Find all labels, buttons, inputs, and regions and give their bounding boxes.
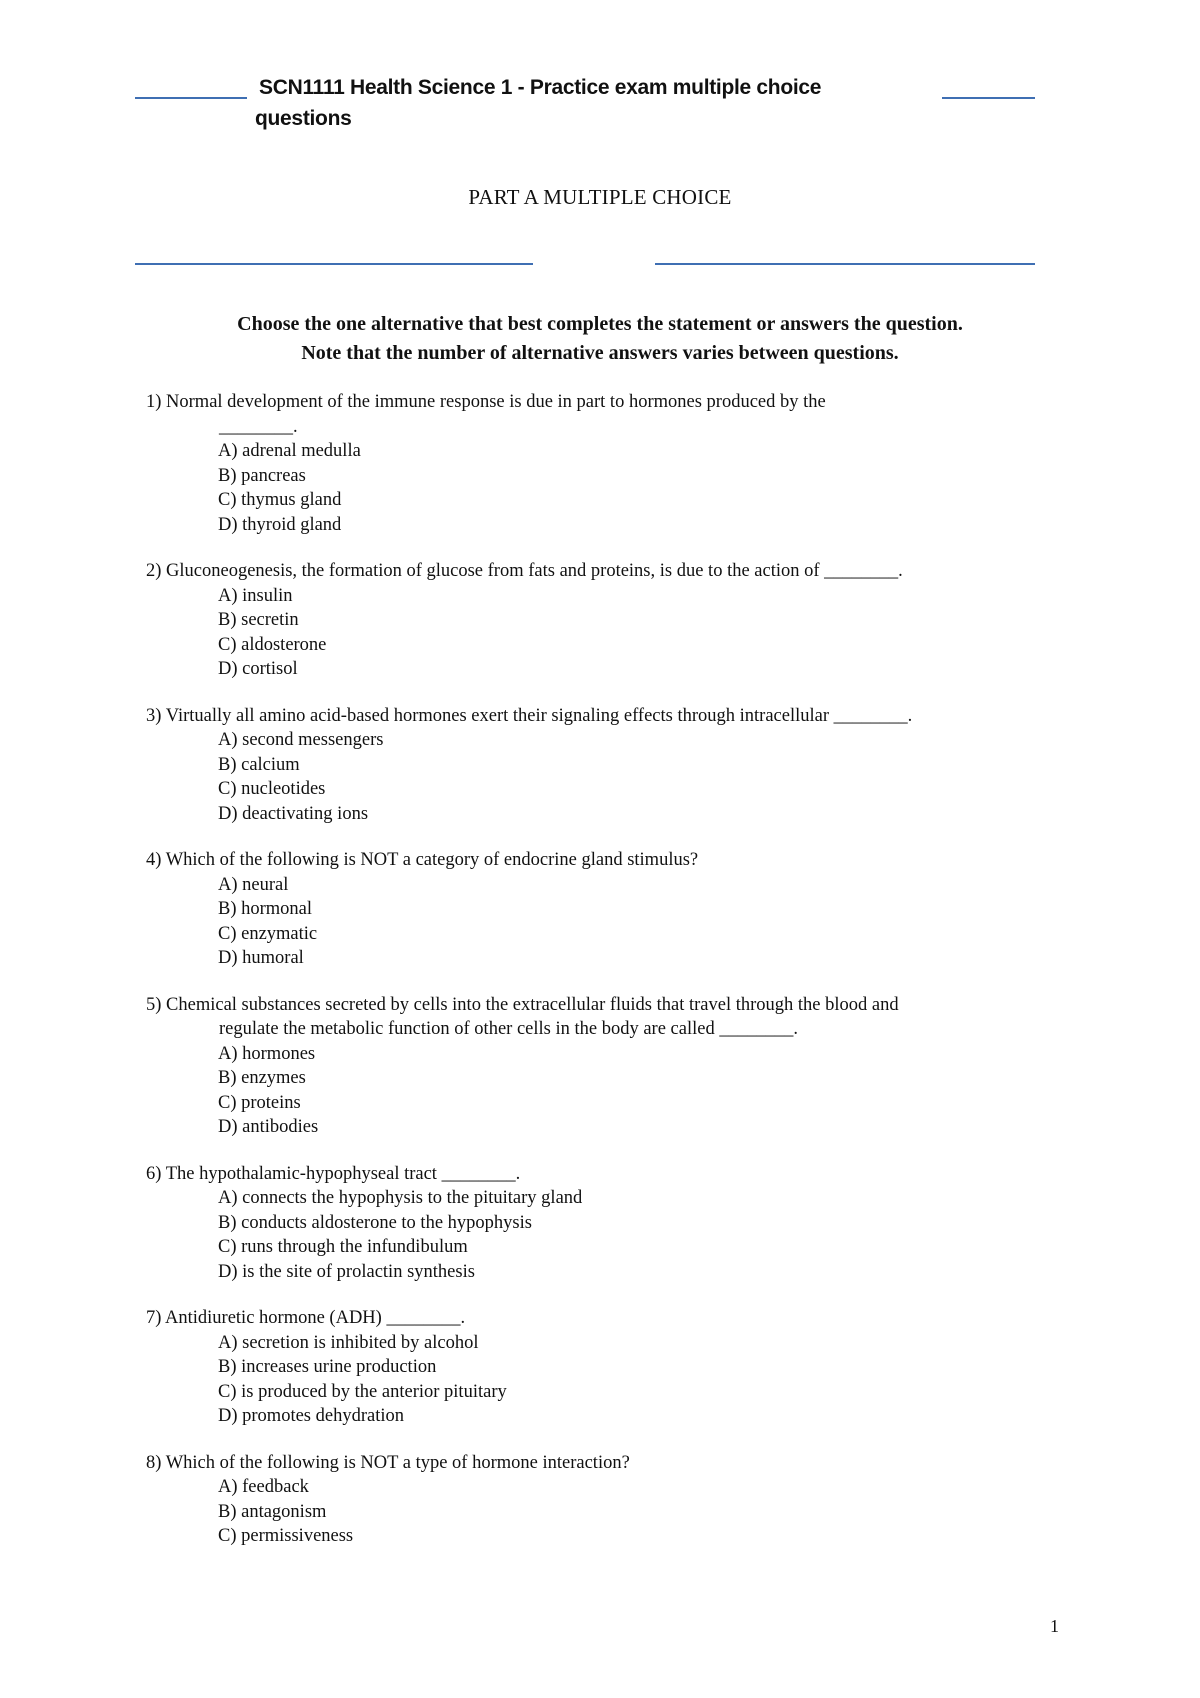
- answer-option: D) antibodies: [218, 1117, 319, 1137]
- answer-option: B) enzymes: [218, 1068, 306, 1088]
- question-2: [146, 559, 1076, 682]
- answer-option: C) runs through the infundibulum: [218, 1237, 468, 1257]
- question-stem: 7) Antidiuretic hormone (ADH) ________.: [146, 1308, 466, 1328]
- part-heading: PART A MULTIPLE CHOICE: [468, 185, 732, 209]
- answer-option: D) humoral: [218, 948, 304, 968]
- question-4: [146, 848, 1076, 971]
- question-8: [146, 1451, 1076, 1549]
- question-stem: 6) The hypothalamic-hypophyseal tract ________.: [146, 1163, 521, 1184]
- question-7: [146, 1306, 1076, 1429]
- answer-options: [146, 728, 1076, 826]
- answer-option: C) proteins: [218, 1092, 301, 1113]
- document-title-line1: SCN1111 Health Science 1 - Practice exam multiple choice: [259, 76, 822, 99]
- answer-option: D) promotes dehydration: [218, 1406, 404, 1426]
- answer-option: D) deactivating ions: [218, 803, 369, 824]
- question-5: [146, 993, 1076, 1140]
- header-rule-left: [135, 97, 247, 99]
- answer-option: B) increases urine production: [218, 1357, 437, 1377]
- section-rule-left: [135, 263, 533, 265]
- answer-option: C) permissiveness: [218, 1526, 354, 1546]
- answer-option: A) secretion is inhibited by alcohol: [218, 1332, 479, 1353]
- section-rule-right: [655, 263, 1035, 265]
- answer-options: [146, 584, 1076, 682]
- answer-option: C) enzymatic: [218, 923, 318, 944]
- question-3: [146, 704, 1076, 827]
- header-rule-right: [942, 97, 1035, 99]
- answer-option: A) hormones: [218, 1043, 316, 1064]
- question-6: [146, 1162, 1076, 1285]
- answer-options: [146, 439, 1076, 537]
- answer-option: C) is produced by the anterior pituitary: [218, 1381, 507, 1402]
- answer-option: A) feedback: [218, 1477, 309, 1497]
- answer-option: B) secretin: [218, 610, 299, 630]
- question-stem: 2) Gluconeogenesis, the formation of glucose from fats and proteins, is due to the action of ________.: [146, 561, 903, 581]
- answer-option: B) antagonism: [218, 1501, 327, 1522]
- question-stem: 8) Which of the following is NOT a type of hormone interaction?: [146, 1452, 630, 1473]
- answer-option: C) thymus gland: [218, 490, 342, 510]
- question-1: [146, 390, 1076, 537]
- question-stem: 1) Normal development of the immune response is due in part to hormones produced by the: [146, 392, 826, 412]
- page-number: 1: [1050, 1616, 1059, 1636]
- answer-option: D) thyroid gland: [218, 514, 342, 535]
- answer-option: A) insulin: [218, 585, 293, 606]
- question-stem: 4) Which of the following is NOT a category of endocrine gland stimulus?: [146, 850, 699, 870]
- answer-option: B) hormonal: [218, 899, 313, 919]
- answer-option: B) conducts aldosterone to the hypophysis: [218, 1212, 532, 1233]
- answer-option: B) calcium: [218, 754, 300, 775]
- question-stem: 3) Virtually all amino acid-based hormones exert their signaling effects through intracellular ________.: [146, 705, 913, 726]
- answer-option: C) aldosterone: [218, 634, 327, 655]
- question-stem: 5) Chemical substances secreted by cells into the extracellular fluids that travel through the blood and: [146, 994, 899, 1015]
- document-title-line2: questions: [255, 107, 352, 130]
- question-stem-continuation: ________.: [219, 416, 298, 437]
- instructions-line2: Note that the number of alternative answers varies between questions.: [301, 342, 899, 364]
- answer-option: A) second messengers: [218, 730, 384, 750]
- answer-option: D) is the site of prolactin synthesis: [218, 1261, 475, 1282]
- answer-option: A) connects the hypophysis to the pituitary gland: [218, 1188, 583, 1208]
- question-list: [146, 390, 1076, 1571]
- answer-option: A) adrenal medulla: [218, 441, 361, 461]
- answer-option: C) nucleotides: [218, 779, 326, 799]
- answer-options: [146, 1331, 1076, 1429]
- answer-option: D) cortisol: [218, 659, 298, 679]
- answer-options: [146, 873, 1076, 971]
- answer-options: [146, 1475, 1076, 1549]
- answer-option: B) pancreas: [218, 465, 306, 486]
- document-title: [255, 72, 899, 134]
- answer-options: [146, 1042, 1076, 1140]
- instructions-line1: Choose the one alternative that best completes the statement or answers the question.: [237, 313, 963, 335]
- instructions: [120, 310, 1080, 368]
- question-stem-continuation: regulate the metabolic function of other cells in the body are called ________.: [219, 1019, 798, 1039]
- answer-options: [146, 1186, 1076, 1284]
- answer-option: A) neural: [218, 874, 289, 895]
